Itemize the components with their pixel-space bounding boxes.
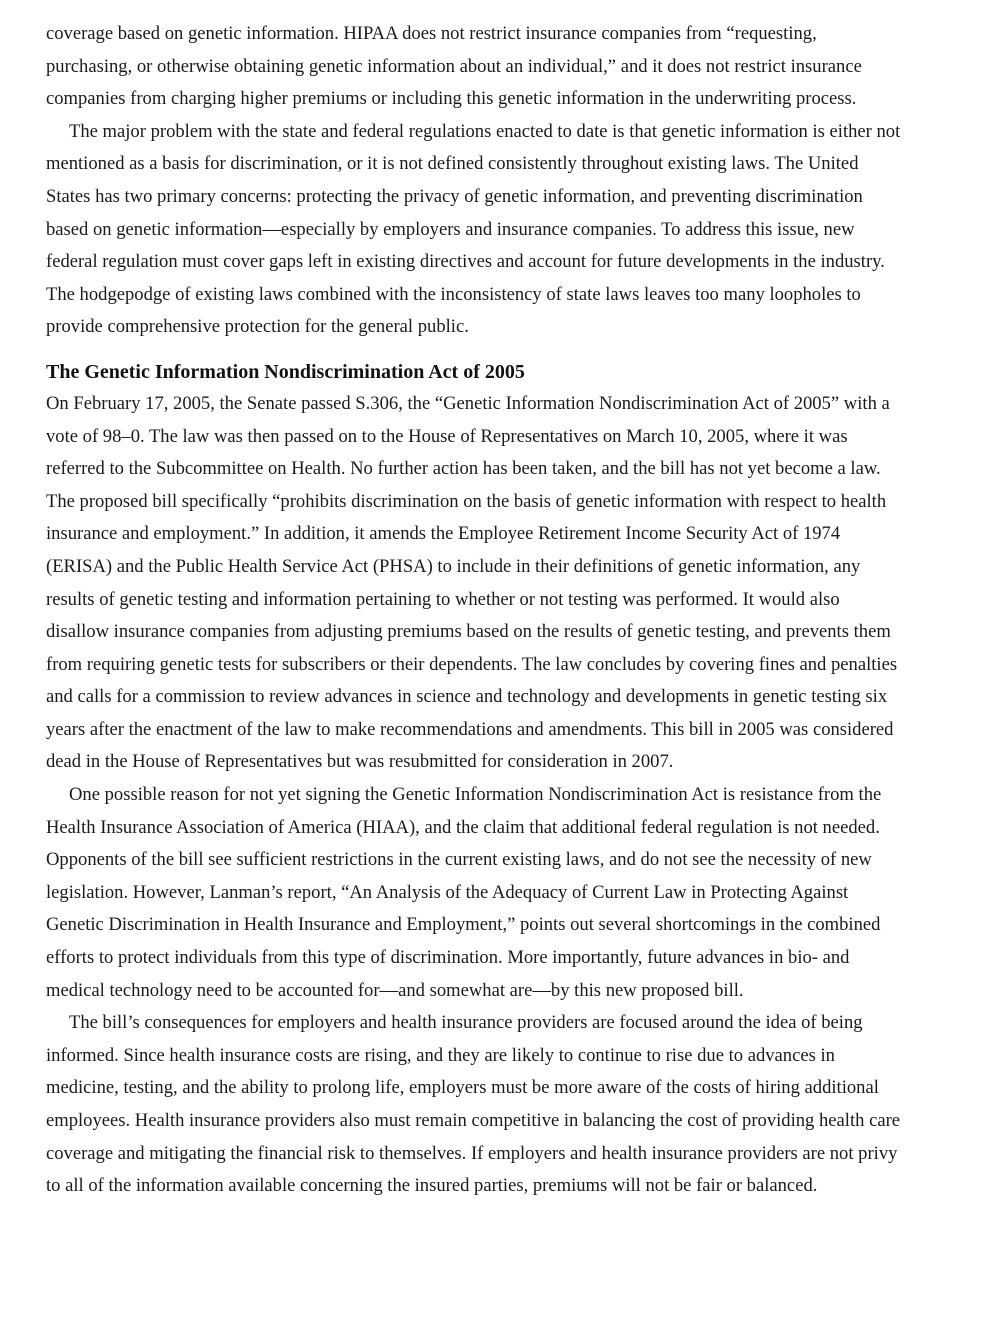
paragraph-continuation: coverage based on genetic information. HIPAA does not restrict insurance companies from “requesting, purchasing, or otherwise obtaining genetic information about an individual,” and it does not restrict insurance companies from charging higher premiums or including this genetic information in the underwriting process. — [46, 23, 862, 110]
paragraph-consequences: The bill’s consequences for employers and health insurance providers are focused around the idea of being informed. Since health insurance costs are rising, and they are likely to continue to rise due to advances in medicine, testing, and the ability to prolong life, employers must be more aware of the costs of hiring additional employees. Health insurance providers also must remain competitive in balancing the cost of providing health care coverage and mitigating the financial risk to themselves. If employers and health insurance providers are not privy to all of the information available concerning the insured parties, premiums will not be fair or balanced. — [46, 1012, 901, 1197]
document-page — [46, 18, 902, 1203]
paragraph-resistance: One possible reason for not yet signing the Genetic Information Nondiscrimination Act is resistance from the Health Insurance Association of America (HIAA), and the claim that additional federal regulation is not needed. Opponents of the bill see sufficient restrictions in the current existing laws, and do not see the necessity of new legislation. However, Lanman’s report, “An Analysis of the Adequacy of Current Law in Protecting Against Genetic Discrimination in Health Insurance and Employment,” points out several shortcomings in the combined efforts to protect individuals from this type of discrimination. More importantly, future advances in bio- and medical technology need to be accounted for—and somewhat are—by this new proposed bill. — [46, 784, 882, 1001]
paragraph-regulation-problems: The major problem with the state and federal regulations enacted to date is that genetic information is either not mentioned as a basis for discrimination, or it is not defined consistently throughout existing laws. The United States has two primary concerns: protecting the privacy of genetic information, and preventing discrimination based on genetic information—especially by employers and insurance companies. To address this issue, new federal regulation must cover gaps left in existing directives and account for future developments in the industry. The hodgepodge of existing laws combined with the inconsistency of state laws leaves too many loopholes to provide comprehensive protection for the general public. — [46, 120, 901, 338]
paragraph-senate-passage: On February 17, 2005, the Senate passed S.306, the “Genetic Information Nondiscrimination Act of 2005” with a vote of 98–0. The law was then passed on to the House of Representatives on March 10, 2005, where it was referred to the Subcommittee on Health. No further action has been taken, and the bill has not yet become a law. The proposed bill specifically “prohibits discrimination on the basis of genetic information with respect to health insurance and employment.” In addition, it amends the Employee Retirement Income Security Act of 1974 (ERISA) and the Public Health Service Act (PHSA) to include in their definitions of genetic information, any results of genetic testing and information pertaining to whether or not testing was performed. It would also disallow insurance companies from adjusting premiums based on the results of genetic testing, and prevents them from requiring genetic tests for subscribers or their dependents. The law concludes by covering fines and penalties and calls for a commission to review advances in science and technology and developments in genetic testing six years after the enactment of the law to make recommendations and amendments. This bill in 2005 was considered dead in the House of Representatives but was resubmitted for consideration in 2007. — [46, 392, 898, 773]
section-heading: The Genetic Information Nondiscrimination Act of 2005 — [46, 360, 525, 383]
